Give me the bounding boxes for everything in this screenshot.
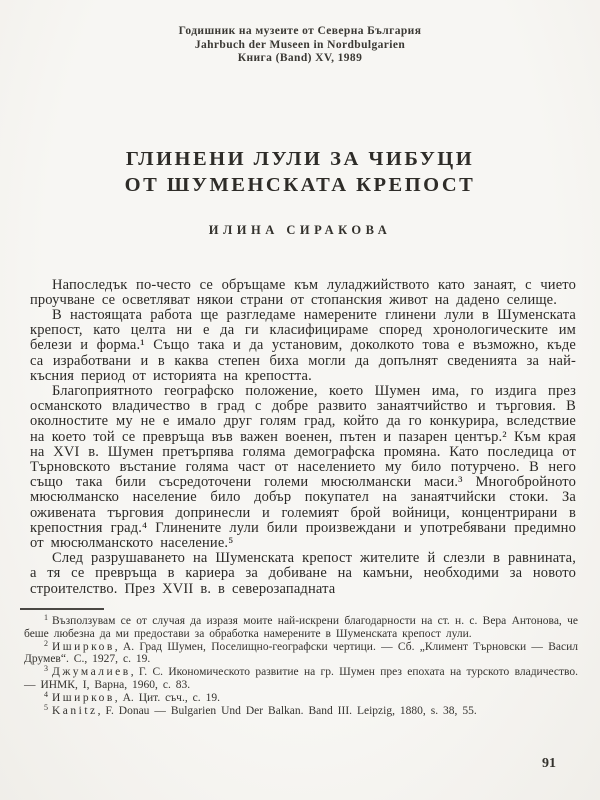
journal-header-line-german: Jahrbuch der Museen in Nordbulgarien: [194, 38, 406, 51]
footnote-5: [24, 705, 578, 718]
footnote-3-marker: 3: [44, 664, 48, 674]
body-paragraph-4: След разрушаването на Шуменската крепост жителите й слезли в равнината, а тя се превръща в кариера за добиване на камъни, необходими за новото строителство. През XVII в. в северозападната: [30, 550, 576, 597]
footnote-5-text: , F. Donau — Bulgarien Und Der Balkan. Band III. Leipzig, 1880, s. 38, 55.: [97, 705, 477, 718]
footnote-2: [24, 638, 578, 667]
body-paragraph-2: В настоящата работа ще разгледаме намерените глинени лули в Шуменската крепост, като целта ни е да ги класифицираме според хронологическите им белези и форма.¹ Също така и да установим, доколкото това е възможно, къде са изработвани и в каква степен биха могли да допълнят сведенията за най-късния период от историята на крепостта.: [30, 306, 576, 384]
journal-header-line-volume: Книга (Band) XV, 1989: [237, 52, 363, 64]
footnote-1-text: Възползувам се от случая да изразя моите най-искрени благодарности на ст. н. с. Вера Антонова, че беше любезна да ми предостави за обработка намерените в Шуменската крепост лули.: [24, 614, 578, 640]
article-body: [30, 278, 576, 597]
footnote-5-marker: 5: [44, 703, 48, 713]
footnote-2-author: Иширков: [52, 640, 115, 653]
footnote-5-author: Kanitz: [52, 705, 98, 718]
article-author: ИЛИНА СИРАКОВА: [208, 222, 392, 237]
footnote-3-text: , Г. С. Икономическото развитие на гр. Шумен през епохата на турското владичество. — ИНМК, I, Варна, 1960, с. 83.: [24, 666, 578, 692]
article-title-line-1: ГЛИНЕНИ ЛУЛИ ЗА ЧИБУЦИ: [125, 147, 475, 170]
footnote-2-marker: 2: [44, 638, 48, 648]
journal-header: [0, 0, 600, 66]
footnote-1: [24, 612, 578, 641]
article-title-line-2: ОТ ШУМЕНСКАТА КРЕПОСТ: [124, 173, 476, 196]
journal-header-line-bulgarian: Годишник на музеите от Северна България: [178, 25, 422, 37]
footnote-4-text: , А. Цит. съч., с. 19.: [114, 692, 220, 705]
footnote-1-marker: 1: [44, 612, 48, 622]
footnote-4-author: Иширков: [52, 692, 115, 705]
article-title: [0, 146, 600, 198]
footnote-4-marker: 4: [44, 690, 48, 700]
footnote-4: [24, 692, 578, 705]
footnote-3: [24, 666, 578, 692]
body-paragraph-1: Напоследък по-често се обръщаме към луладжийството като занаят, с чието проучване се осветляват някои страни от стопанския живот на дадено селище.: [30, 276, 576, 308]
footnote-separator-rule: [20, 608, 104, 610]
footnote-3-author: Джумалиев: [52, 666, 131, 679]
footnotes-block: [24, 612, 578, 718]
footnote-2-text: , А. Град Шумен, Поселищно-географски чертици. — Сб. „Климент Търновски — Васил Друмев“. С., 1927, с. 19.: [24, 640, 578, 666]
body-paragraph-3: Благоприятното географско положение, което Шумен има, го издига през османското владичество в град с добре развито занаятчийство и търговия. В околностите му не е имало друг голям град, който да го конкурира, вследствие на което той се превръща във важен военен, пътен и пазарен център.² Към края на XVI в. Шумен претърпява голяма демографска промяна. Като последица от Търновското въстание голяма част от населението му било потурчено. В него също така били съсредоточени големи мюсюлмански маси.³ Многобройното мюсюлманско население било добър покупател на занаятчийски стоки. За оживената търговия допринесли и големият брой войници, концентрирани в крепостния град.⁴ Глинените лули били произвеждани и употребявани предимно от мюсюлманското население.⁵: [30, 382, 576, 551]
page-number: 91: [542, 756, 556, 771]
